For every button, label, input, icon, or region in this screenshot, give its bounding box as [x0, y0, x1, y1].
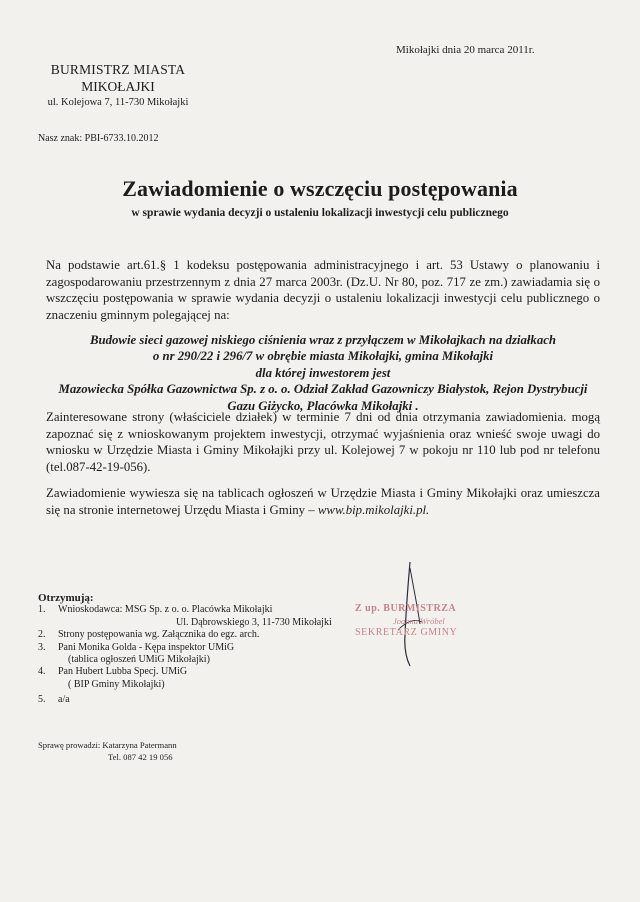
paragraph-legal-basis: Na podstawie art.61.§ 1 kodeksu postępowania administracyjnego i art. 53 Ustawy o planowaniu i zagospodarowaniu przestrzennym z dnia 27 marca 2003r. (Dz.U. Nr 80, poz. 717 ze zm.) zawiadamia się o wszczęciu postępowania w sprawie wydania decyzji o ustaleniu lokalizacji inwestycji celu publicznego o znaczeniu gminnym polegającej na:	[46, 258, 600, 322]
paragraph-publication	[46, 485, 600, 518]
reference-number: Nasz znak: PBI-6733.10.2012	[38, 133, 159, 144]
item-number: 4.	[38, 666, 46, 678]
investment-line: dla której inwestorem jest	[255, 365, 391, 380]
item-number: 2.	[38, 629, 46, 641]
item-number: 1.	[38, 604, 46, 616]
item-subtext: Ul. Dąbrowskiego 3, 11-730 Mikołajki	[176, 616, 332, 628]
bip-link[interactable]: www.bip.mikolajki.pl.	[317, 502, 430, 517]
document-subtitle: w sprawie wydania decyzji o ustaleniu lokalizacji inwestycji celu publicznego	[131, 207, 509, 219]
item-subtext: ( BIP Gminy Mikołajki)	[68, 678, 165, 690]
date-line: Mikołajki dnia 20 marca 2011r.	[396, 44, 535, 56]
authority-name: BURMISTRZ MIASTA	[50, 62, 186, 77]
stamp-signature-name: Joanna Wróbel	[393, 616, 445, 626]
item-text: Wnioskodawca: MSG Sp. z o. o. Placówka Mikołajki	[58, 604, 273, 616]
investment-line: Gazu Giżycko, Placówka Mikołajki .	[227, 398, 419, 413]
document-title: Zawiadomienie o wszczęciu postępowania	[122, 176, 518, 201]
authority-address: ul. Kolejowa 7, 11-730 Mikołajki	[47, 97, 189, 108]
authority-city: MIKOŁAJKI	[81, 79, 155, 94]
investment-line: Mazowiecka Spółka Gazownictwa Sp. z o. o. Odział Zakład Gazowniczy Białystok, Rejon Dystrybucji	[58, 382, 588, 397]
official-stamp	[355, 603, 465, 639]
investment-description	[36, 332, 610, 414]
paragraph-parties: Zainteresowane strony (właściciele działek) w terminie 7 dni od dnia otrzymania zawiadomienia. mogą zapoznać się z wnioskowanym projektem inwestycji, otrzymać wyjaśnienia oraz wnieść swoje uwagi do wniosku w Urzędzie Miasta i Gminy Mikołajki przy ul. Kolejowej 7 w pokoju nr 110 lub pod nr telefonu (tel.087-42-19-056).	[46, 410, 600, 474]
prepared-by	[38, 739, 177, 763]
item-text: Strony postępowania wg. Załącznika do egz. arch.	[58, 629, 260, 641]
stamp-authority: Z up. BURMISTRZA	[355, 603, 457, 614]
list-item	[38, 642, 338, 667]
authority-header	[38, 62, 198, 108]
list-item	[38, 694, 338, 706]
item-number: 3.	[38, 641, 46, 653]
investment-line: Budowie sieci gazowej niskiego ciśnienia wraz z przyłączem w Mikołajkach na działkach	[89, 333, 557, 347]
list-item	[38, 629, 338, 641]
publication-text: Zawiadomienie wywiesza się na tablicach ogłoszeń w Urzędzie Miasta i Gminy Mikołajki oraz umieszcza się na stronie internetowej Urzędu Miasta i Gminy –	[46, 486, 600, 517]
prepared-by-name: Sprawę prowadzi: Katarzyna Patermann	[38, 740, 177, 750]
recipients-list	[38, 592, 338, 707]
recipients-heading: Otrzymują:	[38, 592, 94, 604]
item-text: Pan Hubert Lubba Specj. UMiG	[58, 666, 188, 678]
list-item	[38, 666, 338, 691]
list-item	[38, 604, 338, 629]
prepared-by-phone: Tel. 087 42 19 056	[108, 752, 173, 762]
item-text: a/a	[58, 694, 70, 706]
item-text: Pani Monika Golda - Kępa inspektor UMiG	[58, 641, 235, 653]
item-number: 5.	[38, 694, 46, 706]
stamp-title: SEKRETARZ GMINY	[355, 627, 458, 638]
item-subtext: (tablica ogłoszeń UMiG Mikołajki)	[68, 654, 210, 666]
investment-line: o nr 290/22 i 296/7 w obrębie miasta Mikołajki, gmina Mikołajki	[152, 349, 494, 364]
